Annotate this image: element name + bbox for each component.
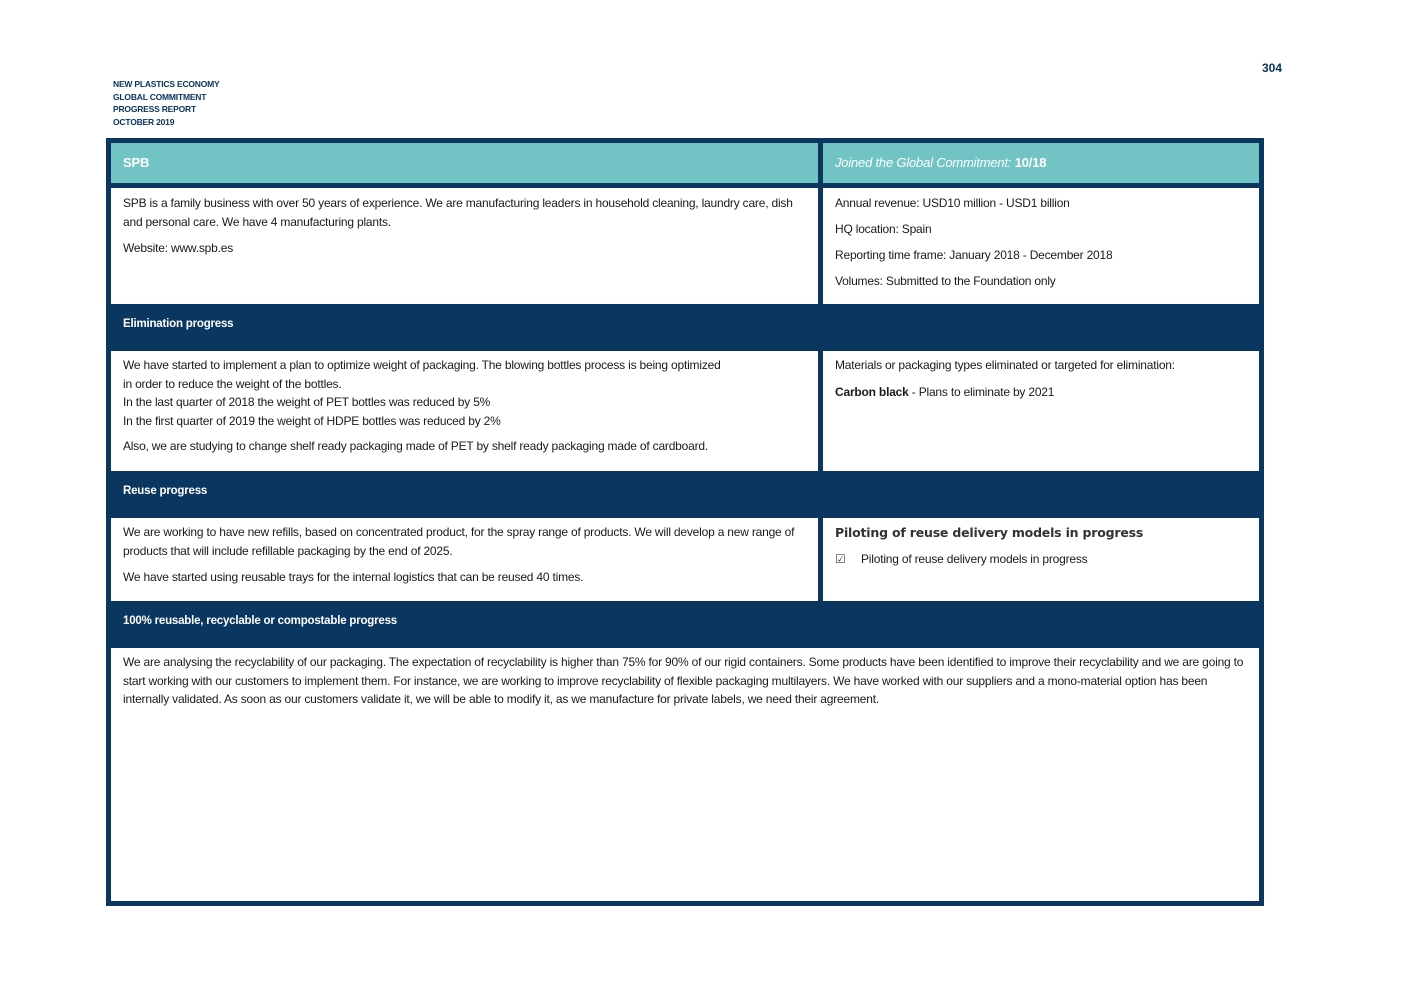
fact-reporting-timeframe: Reporting time frame: January 2018 - December 2018 <box>835 248 1113 262</box>
material-plan: - Plans to eliminate by 2021 <box>908 384 1055 399</box>
company-facts-cell <box>823 188 1259 304</box>
elimination-extra: Also, we are studying to change shelf ready packaging made of PET by shelf ready packaging made of cardboard. <box>123 439 709 453</box>
company-profile-table <box>106 138 1264 906</box>
fact-volumes: Volumes: Submitted to the Foundation only <box>835 274 1056 288</box>
material-name: Carbon black <box>835 384 909 399</box>
reuse-text-cell <box>111 518 818 601</box>
material-entry <box>835 383 1247 402</box>
page-number: 304 <box>1262 61 1283 75</box>
fact-hq-location: HQ location: Spain <box>835 222 932 236</box>
pilot-item <box>835 550 1247 569</box>
company-name: SPB <box>111 143 818 183</box>
elimination-line: In the last quarter of 2018 the weight of PET bottles was reduced by 5% <box>123 395 491 409</box>
elimination-materials-cell <box>823 351 1259 471</box>
report-header-line: PROGRESS REPORT <box>113 104 196 114</box>
elimination-heading: Elimination progress <box>123 318 234 330</box>
reuse-paragraph-1: We are working to have new refills, based on concentrated product, for the spray range of products. We will develop a new range of products that will include refillable packaging by the end of 2025. <box>123 525 795 558</box>
report-header-line: OCTOBER 2019 <box>113 116 175 127</box>
company-description: SPB is a family business with over 50 years of experience. We are manufacturing leaders in household cleaning, laundry care, dish and personal care. We have 4 manufacturing plants. <box>123 196 793 229</box>
company-website: Website: www.spb.es <box>123 241 234 255</box>
elimination-line: In the first quarter of 2019 the weight of HDPE bottles was reduced by 2% <box>123 413 501 428</box>
joined-date: 10/18 <box>1014 155 1047 170</box>
joined-label: Joined the Global Commitment: <box>835 155 1012 170</box>
joined-commitment <box>823 143 1259 183</box>
elimination-text-cell <box>111 351 818 471</box>
reuse-paragraph-2: We have started using reusable trays for the internal logistics that can be reused 40 times. <box>123 570 584 584</box>
recyclable-text-cell <box>111 648 1259 901</box>
company-description-cell <box>111 188 818 304</box>
reuse-pilot-cell <box>823 518 1259 601</box>
recyclable-paragraph: We are analysing the recyclability of our packaging. The expectation of recyclability is higher than 75% for 90% of our rigid containers. Some products have been identified to improve their recyclability and we are going to start working with our customers to implement them. For instance, we are working to improve recyclability of flexible packaging multilayers. We have worked with our suppliers and a mono-material option has been internally validated. As soon as our customers validate it, we will be able to modify it, as we manufacture for private labels, we need their agreement. <box>123 655 1244 706</box>
materials-intro: Materials or packaging types eliminated or targeted for elimination: <box>835 358 1175 372</box>
checkbox-checked-icon: ☑ <box>835 551 846 566</box>
report-header-line: NEW PLASTICS ECONOMY <box>113 79 220 89</box>
pilot-title: Piloting of reuse delivery models in progress <box>835 525 1144 540</box>
report-header <box>113 78 220 128</box>
recyclable-heading: 100% reusable, recyclable or compostable progress <box>123 615 397 627</box>
fact-revenue: Annual revenue: USD10 million - USD1 billion <box>835 196 1070 210</box>
report-header-line: GLOBAL COMMITMENT <box>113 91 207 102</box>
elimination-line: in order to reduce the weight of the bottles. <box>123 376 342 391</box>
pilot-item-label: Piloting of reuse delivery models in progress <box>861 551 1088 566</box>
elimination-line: We have started to implement a plan to optimize weight of packaging. The blowing bottles process is being optimized <box>123 358 721 372</box>
reuse-heading: Reuse progress <box>123 485 208 497</box>
